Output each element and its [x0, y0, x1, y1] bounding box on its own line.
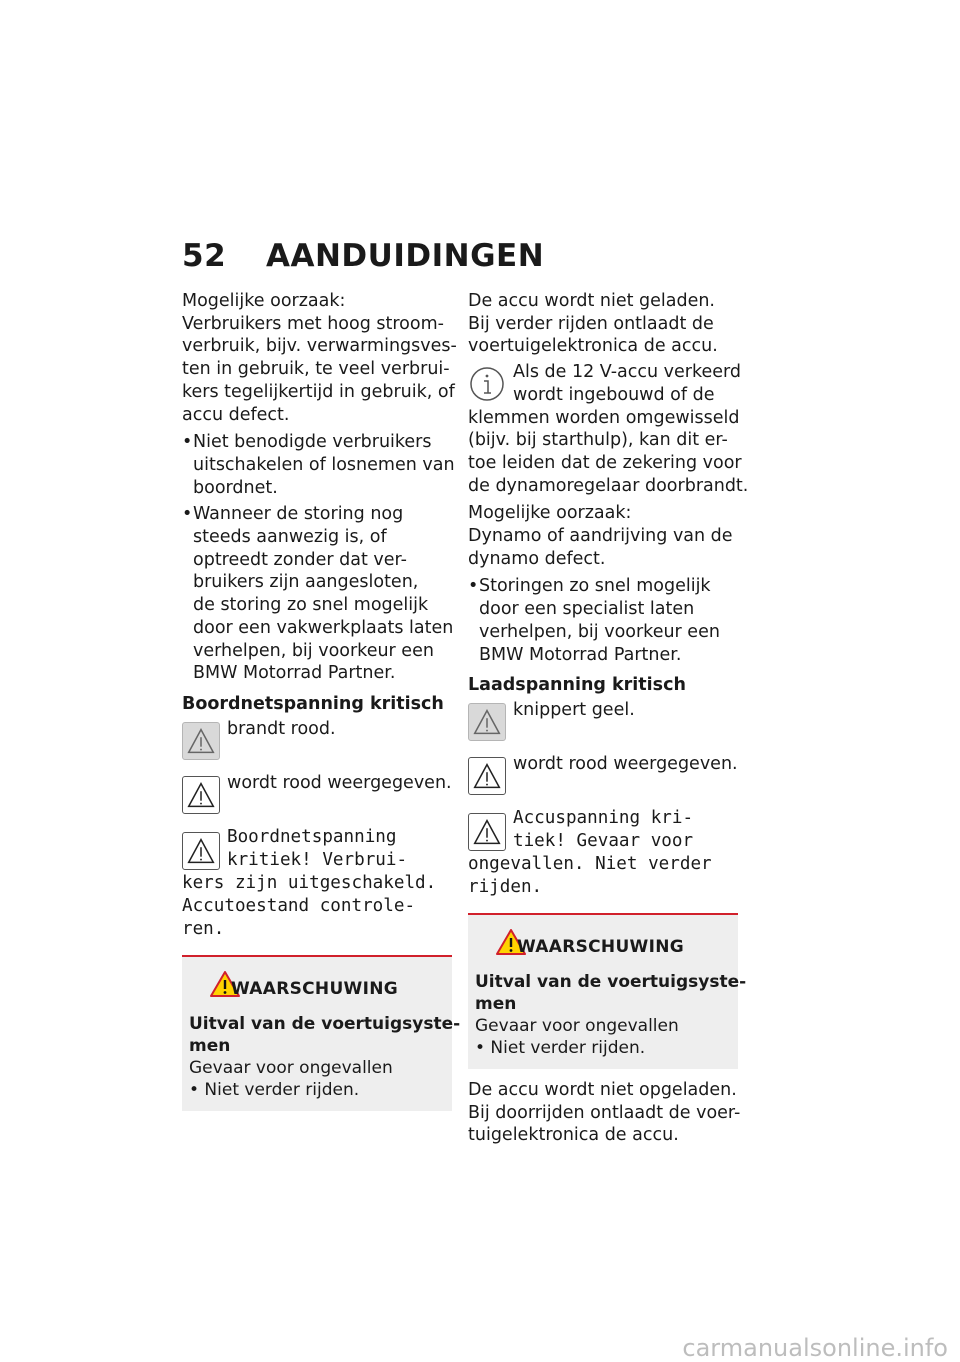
outro-paragraph: De accu wordt niet opgeladen. Bij doorrijden ontlaadt de voer- tuigelektronica de accu. [468, 1079, 741, 1146]
bullet-icon: • [182, 432, 193, 453]
warning-triangle-icon [182, 722, 220, 760]
info-note: Als de 12 V-accu verkeerd wordt ingebouwd of de klemmen worden omgewisseld (bijv. bij starthulp), kan dit er- toe leiden dat de zekering voor de dynamoregelaar doorbrandt. [468, 362, 749, 496]
section-heading: Boordnetspanning kritisch [182, 693, 444, 714]
warning-heading: Uitval van de voertuigsyste- [475, 971, 747, 992]
warning-triangle-icon [182, 776, 220, 814]
warning-text: Gevaar voor ongevallen [189, 1057, 393, 1078]
warning-title: WAARSCHUWING [517, 936, 685, 957]
right-column [468, 290, 749, 1152]
list-item: • Wanneer de storing nog steeds aanwezig is, of optreedt zonder dat ver- bruikers zijn aangesloten, de storing zo snel mogelijk door een vakwerkplaats laten verhelpen, bij voorkeur een BMW Motorrad Partner. [182, 504, 454, 684]
info-icon [468, 365, 506, 403]
display-message: Boordnetspanning kritiek! Verbrui- kers zijn uitgeschakeld. Accutoestand controle- ren. [182, 826, 437, 939]
warning-title: WAARSCHUWING [231, 978, 399, 999]
cause-paragraph: Mogelijke oorzaak: Dynamo of aandrijving van de dynamo defect. [468, 503, 733, 569]
warning-triangle-icon [468, 757, 506, 795]
cause-paragraph: Mogelijke oorzaak: Verbruikers met hoog stroom- verbruik, bijv. verwarmingsves- ten in gebruik, te veel verbrui- kers tegelijkertijd in gebruik, of accu defect. [182, 291, 457, 425]
list-item: • Niet benodigde verbruikers uitschakelen of losnemen van boordnet. [182, 432, 455, 498]
intro-paragraph: De accu wordt niet geladen. Bij verder rijden ontlaadt de voertuigelektronica de accu. [468, 291, 718, 357]
indicator-row: wordt rood weergegeven. [182, 770, 452, 818]
warning-heading: Uitval van de voertuigsyste- [189, 1013, 461, 1034]
warning-triangle-icon [182, 832, 220, 870]
warning-text: • Niet verder rijden. [475, 1037, 646, 1058]
display-message: Accuspanning kri- tiek! Gevaar voor ongevallen. Niet verder rijden. [468, 807, 712, 897]
left-column [182, 290, 461, 1111]
warning-box: WAARSCHUWING Uitval van de voertuigsyste- men Gevaar voor ongevallen • Niet verder rijden. [468, 913, 738, 1069]
page-number: 52 [182, 238, 227, 274]
watermark: carmanualsonline.info [682, 1334, 948, 1362]
bullet-icon: • [182, 504, 193, 525]
indicator-row: wordt rood weergegeven. [468, 751, 738, 799]
section-heading: Laadspanning kritisch [468, 675, 686, 696]
warning-triangle-icon [468, 703, 506, 741]
warning-triangle-icon [468, 813, 506, 851]
warning-box: WAARSCHUWING Uitval van de voertuigsyste- men Gevaar voor ongevallen • Niet verder rijden. [182, 955, 452, 1111]
warning-text: Gevaar voor ongevallen [475, 1015, 679, 1036]
list-item: • Storingen zo snel mogelijk door een specialist laten verhelpen, bij voorkeur een BMW Motorrad Partner. [468, 576, 720, 665]
page-header [182, 238, 544, 274]
indicator-row: brandt rood. [182, 716, 452, 764]
indicator-row: knippert geel. [468, 697, 738, 745]
section-title: AANDUIDINGEN [266, 238, 545, 274]
bullet-icon: • [468, 576, 479, 597]
warning-text: • Niet verder rijden. [189, 1079, 360, 1100]
